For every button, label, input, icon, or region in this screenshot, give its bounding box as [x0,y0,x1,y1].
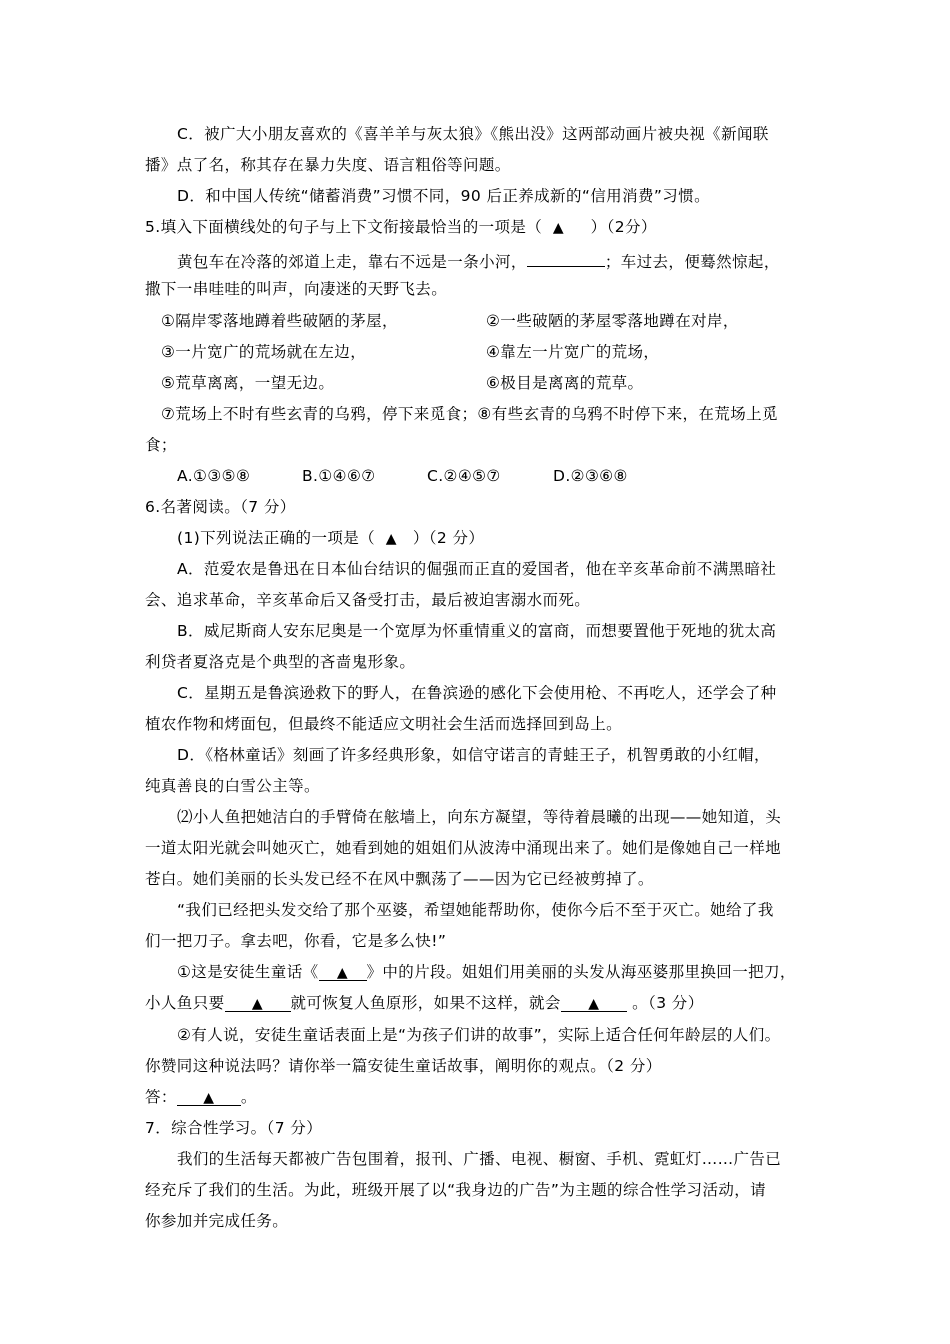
q6-sub2-q1-text: ①这是安徒生童话《 [177,963,319,981]
q6-sub2-q1-text3: 小人鱼只要 [145,994,225,1012]
q6-passage-line1: ⑵小人鱼把她洁白的手臂倚在舷墙上，向东方凝望，等待着晨曦的出现——她知道，头 [177,808,782,826]
q7-title: 7．综合性学习。（7 分） [145,1119,323,1137]
answer-blank-marker: ▲ [203,1090,215,1106]
answer-blank-marker: ▲ [552,220,565,236]
q6-passage-line4: “我们已经把头发交给了那个巫婆，希望她能帮助你，使你今后不至于灭亡。她给了我 [177,901,774,919]
q6-sub2-q2-line1: ②有人说，安徒生童话表面上是“为孩子们讲的故事”，实际上适合任何年龄层的人们。 [177,1026,781,1044]
q6-sub2-q1-text2: 》中的片段。姐姐们用美丽的头发从海巫婆那里换回一把刀， [366,963,796,981]
choice-a[interactable]: A.①③⑤⑧ [177,467,251,485]
fill-in-blank[interactable] [225,993,291,1012]
q5-option-2: ②一些破陋的茅屋零落地蹲在对岸， [486,312,739,330]
q6-sub2-q1-line2 [145,993,704,1013]
fill-in-blank[interactable] [319,962,367,981]
q6-sub2-q1-line1 [177,962,796,982]
q6-answer-line [145,1087,257,1107]
q5-option-5: ⑤荒草离离，一望无边。 [161,374,335,392]
q5-option-3: ③一片宽广的荒场就在左边， [161,343,367,361]
q6-sub2-q1-text4: 就可恢复人鱼原形，如果不这样，就会 [290,994,561,1012]
answer-blank-marker: ▲ [336,965,349,981]
fill-in-blank[interactable] [177,1087,241,1106]
q5-score: ）（2分） [590,218,657,236]
q6-sub1-score: ）（2 分） [412,529,485,547]
q5-stem-text: 5.填入下面横线处的句子与上下文衔接最恰当的一项是（ [145,218,543,236]
q6-sub2-q1-score: 。（3 分） [632,994,704,1012]
q6-option-c-line2: 植农作物和烤面包，但最终不能适应文明社会生活而选择回到岛上。 [145,715,623,733]
q5-passage-text: 黄包车在冷落的郊道上走，靠右不远是一条小河， [177,253,527,271]
q7-passage-line1: 我们的生活每天都被广告包围着，报刊、广播、电视、橱窗、手机、霓虹灯……广告已 [177,1150,782,1168]
fill-in-blank[interactable] [561,993,627,1012]
q7-passage-line2: 经充斥了我们的生活。为此，班级开展了以“我身边的广告”为主题的综合性学习活动，请 [145,1181,767,1199]
q6-passage-line3: 苍白。她们美丽的长头发已经不在风中飘荡了——因为它已经被剪掉了。 [145,870,654,888]
q6-option-a-line2: 会、追求革命，辛亥革命后又备受打击，最后被迫害溺水而死。 [145,591,591,609]
q5-option-78-line2: 食； [145,436,177,454]
q6-option-d-line2: 纯真善良的白雪公主等。 [145,777,320,795]
answer-blank-marker: ▲ [385,531,397,547]
q5-option-4: ④靠左一片宽广的荒场， [486,343,660,361]
q5-option-1: ①隔岸零落地蹲着些破陋的茅屋， [161,312,398,330]
q5-passage-line2: 撒下一串哇哇的叫声，向凄迷的天野飞去。 [145,280,448,298]
q6-option-b-line1: B．威尼斯商人安东尼奥是一个宽厚为怀重情重义的富商，而想要置他于死地的犹太高 [177,622,777,640]
answer-period: 。 [240,1088,257,1106]
q6-passage-line2: 一道太阳光就会叫她灭亡，她看到她的姐姐们从波涛中涌现出来了。她们是像她自己一样地 [145,839,782,857]
choice-c[interactable]: C.②④⑤⑦ [427,467,501,485]
q4-option-c-line2: 播》点了名，称其存在暴力失度、语言粗俗等问题。 [145,156,511,174]
q5-choices [177,466,628,486]
answer-blank-marker: ▲ [251,996,264,1012]
answer-label: 答： [145,1088,177,1106]
choice-b[interactable]: B.①④⑥⑦ [302,467,376,485]
q6-option-d-line1: D．《格林童话》刻画了许多经典形象，如信守诺言的青蛙王子，机智勇敢的小红帽， [177,746,770,764]
q7-passage-line3: 你参加并完成任务。 [145,1212,289,1230]
q6-sub2-q2-line2: 你赞同这种说法吗？请你举一篇安徒生童话故事，阐明你的观点。（2 分） [145,1057,662,1075]
q5-stem [145,217,657,238]
q5-passage-text2: ；车过去，便蓦然惊起， [604,253,780,271]
q6-option-b-line2: 利贷者夏洛克是个典型的吝啬鬼形象。 [145,653,416,671]
q6-sub1-text: (1)下列说法正确的一项是（ [177,529,376,547]
q4-option-d: D．和中国人传统“储蓄消费”习惯不同，90 后正养成新的“信用消费”习惯。 [177,187,711,205]
fill-in-blank[interactable] [527,248,605,267]
q6-title: 6.名著阅读。（7 分） [145,498,296,516]
q5-passage-line1 [177,248,780,272]
q6-passage-line5: 们一把刀子。拿去吧，你看，它是多么快!” [145,932,447,950]
q6-sub1-stem [177,528,484,549]
answer-blank-marker: ▲ [588,996,600,1012]
choice-d[interactable]: D.②③⑥⑧ [553,467,628,485]
q6-option-c-line1: C．星期五是鲁滨逊救下的野人，在鲁滨逊的感化下会使用枪、不再吃人，还学会了种 [177,684,777,702]
q5-option-6: ⑥极目是离离的荒草。 [486,374,644,392]
q5-option-78-line1: ⑦荒场上不时有些玄青的乌鸦，停下来觅食；⑧有些玄青的乌鸦不时停下来，在荒场上觅 [161,405,778,423]
q6-option-a-line1: A．范爱农是鲁迅在日本仙台结识的倔强而正直的爱国者，他在辛亥革命前不满黑暗社 [177,560,777,578]
q4-option-c-line1: C．被广大小朋友喜欢的《喜羊羊与灰太狼》《熊出没》这两部动画片被央视《新闻联 [177,125,769,143]
